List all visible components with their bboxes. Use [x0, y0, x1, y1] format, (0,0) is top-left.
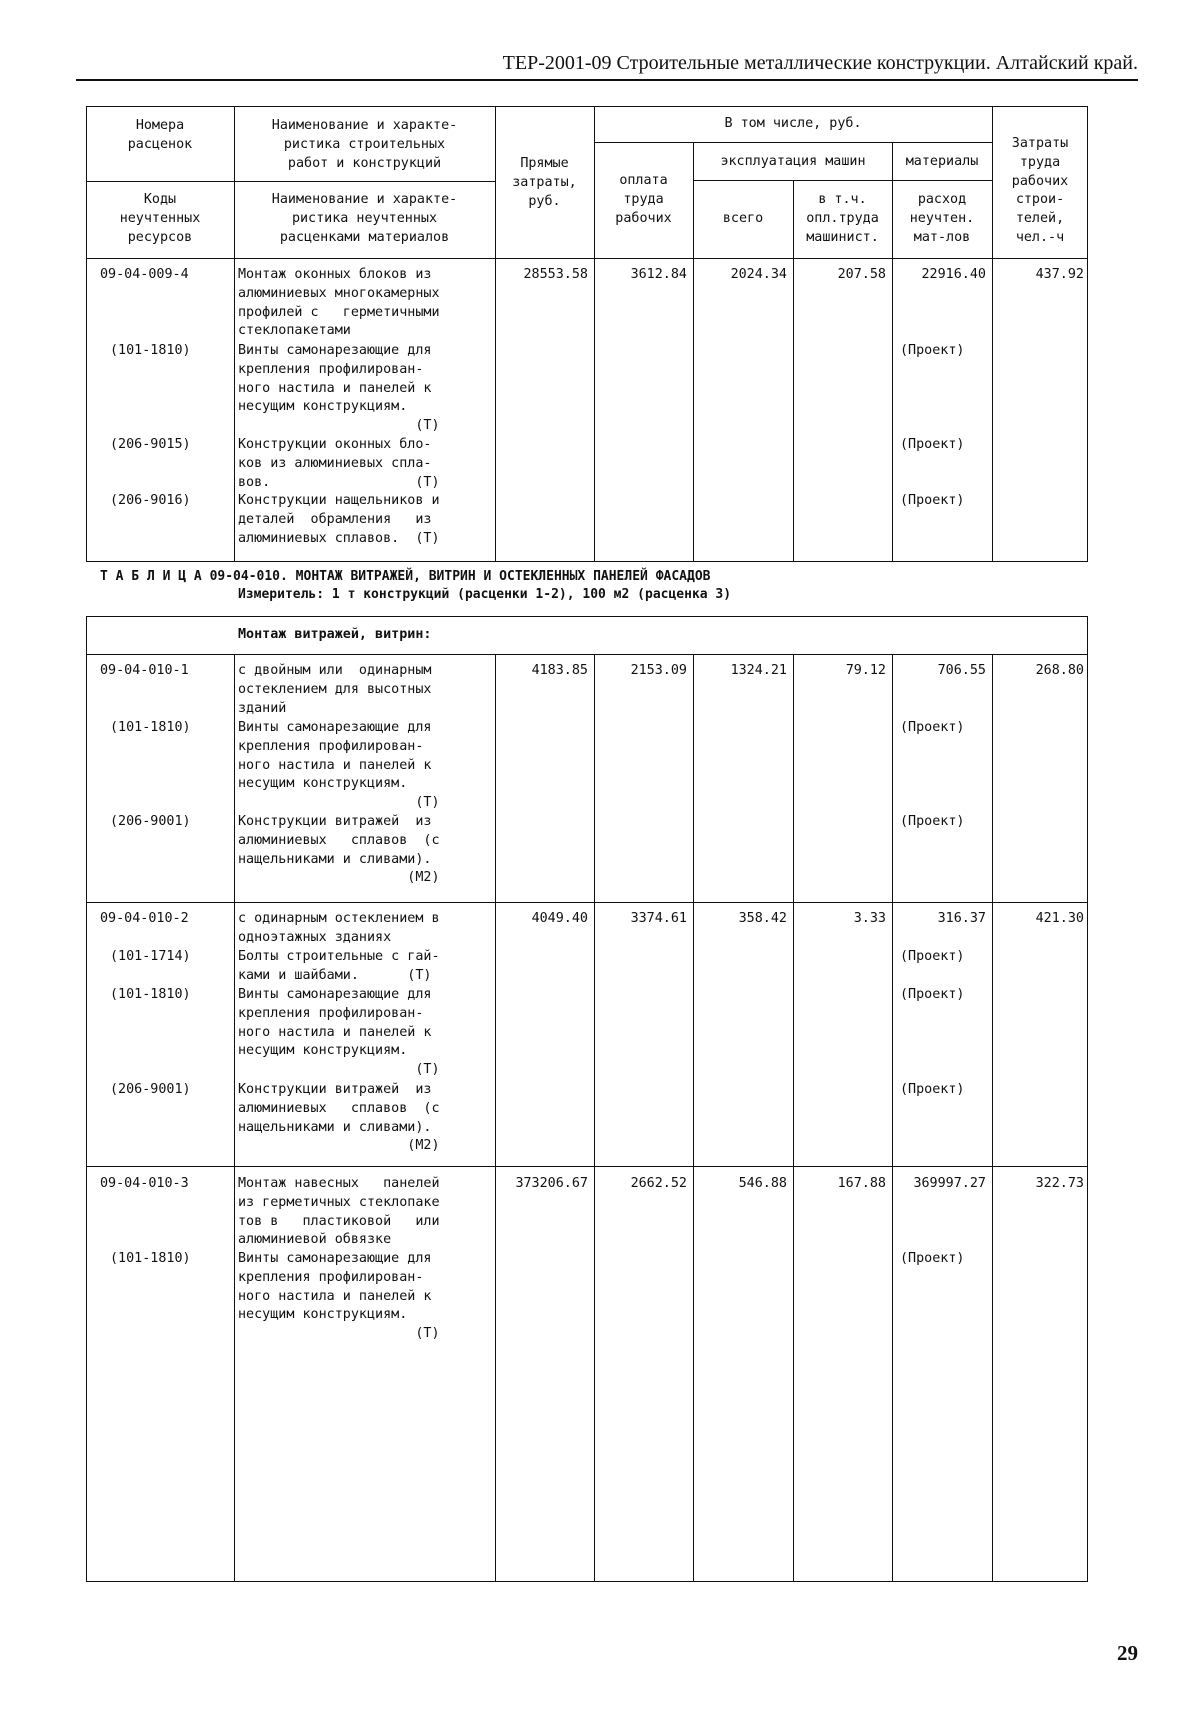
resource-materials: (Проект) [900, 493, 965, 508]
group-divider [86, 1166, 1088, 1167]
header-rule [76, 79, 1138, 81]
group-divider [86, 902, 1088, 903]
resource-name: Конструкции нащельников и деталей обрамления из алюминиевых сплавов. (Т) [238, 493, 440, 546]
labor-cost: 322.73 [1035, 1176, 1084, 1191]
machinist-wages: 79.12 [845, 663, 886, 678]
header-direct: Прямые затраты, руб. [512, 156, 577, 209]
header-wages: оплата труда рабочих [615, 173, 672, 226]
machines-divider [693, 180, 992, 181]
header-mat-unaccounted: расход неучтен. мат-лов [909, 192, 975, 245]
col-line-1 [234, 654, 235, 1582]
col-line-4 [693, 654, 694, 1582]
header-materials: материалы [905, 154, 979, 169]
col-line-7 [992, 654, 993, 1582]
resource-materials: (Проект) [900, 814, 965, 829]
wages-cost: 3612.84 [630, 267, 687, 282]
rate-name: Монтаж оконных блоков из алюминиевых многокамерных профилей с герметичными стеклопакетами [238, 267, 440, 339]
header-machines: эксплуатация машин [720, 154, 866, 169]
wages-cost: 2153.09 [630, 663, 687, 678]
materials-cost: 369997.27 [913, 1176, 986, 1191]
header-code-top: Номера расценок [127, 118, 193, 152]
rate-name: Монтаж навесных панелей из герметичных стеклопаке тов в пластиковой или алюминиевой обвязке [238, 1176, 440, 1248]
resource-materials: (Проект) [900, 437, 965, 452]
wages-cost: 2662.52 [630, 1176, 687, 1191]
resource-materials: (Проект) [900, 720, 965, 735]
resource-code: (206-9001) [110, 1082, 191, 1097]
resource-code: (206-9016) [110, 493, 191, 508]
resource-name: Конструкции витражей из алюминиевых сплавов (с нащельниками и сливами). (М2) [238, 1082, 440, 1154]
machines-total: 2024.34 [730, 267, 787, 282]
resource-code: (101-1810) [110, 343, 191, 358]
direct-cost: 4049.40 [531, 911, 588, 926]
page-number: 29 [1117, 1641, 1138, 1665]
resource-code: (101-1714) [110, 949, 191, 964]
direct-cost: 373206.67 [515, 1176, 588, 1191]
header-code-bottom: Коды неучтенных ресурсов [119, 192, 201, 245]
rate-code: 09-04-009-4 [100, 267, 189, 282]
direct-cost: 4183.85 [531, 663, 588, 678]
resource-name: Конструкции витражей из алюминиевых сплавов (с нащельниками и сливами). (М2) [238, 814, 440, 886]
direct-cost: 28553.58 [523, 267, 588, 282]
materials-cost: 22916.40 [921, 267, 986, 282]
resource-materials: (Проект) [900, 343, 965, 358]
machines-total: 546.88 [738, 1176, 787, 1191]
rate-name: с двойным или одинарным остеклением для высотных зданий [238, 663, 432, 716]
resource-code: (101-1810) [110, 1251, 191, 1266]
header-incl: В том числе, руб. [724, 116, 862, 131]
header-mach-total: всего [722, 211, 764, 226]
rate-code: 09-04-010-3 [100, 1176, 189, 1191]
resource-name: Винты самонарезающие для крепления профилирован- ного настила и панелей к несущим конструкциям. (Т) [238, 343, 440, 434]
code-name-divider [86, 181, 496, 182]
resource-code: (101-1810) [110, 987, 191, 1002]
machinist-wages: 207.58 [837, 267, 886, 282]
resource-name: Болты строительные с гай- ками и шайбами. (Т) [238, 949, 440, 983]
materials-cost: 316.37 [937, 911, 986, 926]
resource-code: (206-9001) [110, 814, 191, 829]
resource-name: Винты самонарезающие для крепления профилирован- ного настила и панелей к несущим конструкциям. (Т) [238, 720, 440, 811]
col-line-1 [234, 106, 235, 562]
labor-cost: 437.92 [1035, 267, 1084, 282]
machines-total: 1324.21 [730, 663, 787, 678]
col-line-2 [495, 654, 496, 1582]
labor-cost: 268.80 [1035, 663, 1084, 678]
machinist-wages: 3.33 [853, 911, 886, 926]
section-divider [86, 654, 1088, 655]
resource-materials: (Проект) [900, 949, 965, 964]
labor-cost: 421.30 [1035, 911, 1084, 926]
rate-code: 09-04-010-1 [100, 663, 189, 678]
header-name-top: Наименование и характе- ристика строительных работ и конструкций [271, 118, 458, 171]
col-line-6 [892, 654, 893, 1582]
header-name-bottom: Наименование и характе- ристика неучтенных расценками материалов [271, 192, 458, 245]
header-divider [86, 258, 1088, 259]
rate-code: 09-04-010-2 [100, 911, 189, 926]
resource-name: Винты самонарезающие для крепления профилирован- ного настила и панелей к несущим конструкциям. (Т) [238, 1251, 440, 1342]
header-mach-wages: в т.ч. опл.труда машинист. [806, 192, 879, 245]
resource-code: (206-9015) [110, 437, 191, 452]
col-line-3 [594, 654, 595, 1582]
resource-materials: (Проект) [900, 1082, 965, 1097]
section-title: Монтаж витражей, витрин: [238, 627, 432, 642]
table-meter: Измеритель: 1 т конструкций (расценки 1-2), 100 м2 (расценка 3) [238, 587, 732, 602]
table-title: Т А Б Л И Ц А 09-04-010. МОНТАЖ ВИТРАЖЕЙ, ВИТРИН И ОСТЕКЛЕННЫХ ПАНЕЛЕЙ ФАСАДОВ [100, 569, 711, 584]
machines-total: 358.42 [738, 911, 787, 926]
resource-materials: (Проект) [900, 1251, 965, 1266]
materials-cost: 706.55 [937, 663, 986, 678]
incl-divider [594, 142, 992, 143]
resource-name: Конструкции оконных бло- ков из алюминиевых спла- вов. (Т) [238, 437, 440, 490]
wages-cost: 3374.61 [630, 911, 687, 926]
machinist-wages: 167.88 [837, 1176, 886, 1191]
col-line-5 [793, 654, 794, 1582]
header-labor: Затраты труда рабочих строи- телей, чел.-ч [1011, 136, 1069, 245]
col-line-4 [693, 142, 694, 562]
resource-name: Винты самонарезающие для крепления профилирован- ного настила и панелей к несущим конструкциям. (Т) [238, 987, 440, 1078]
resource-code: (101-1810) [110, 720, 191, 735]
rate-name: с одинарным остеклением в одноэтажных зданиях [238, 911, 440, 945]
resource-materials: (Проект) [900, 987, 965, 1002]
running-head: ТЕР-2001-09 Строительные металлические конструкции. Алтайский край. [502, 52, 1138, 74]
